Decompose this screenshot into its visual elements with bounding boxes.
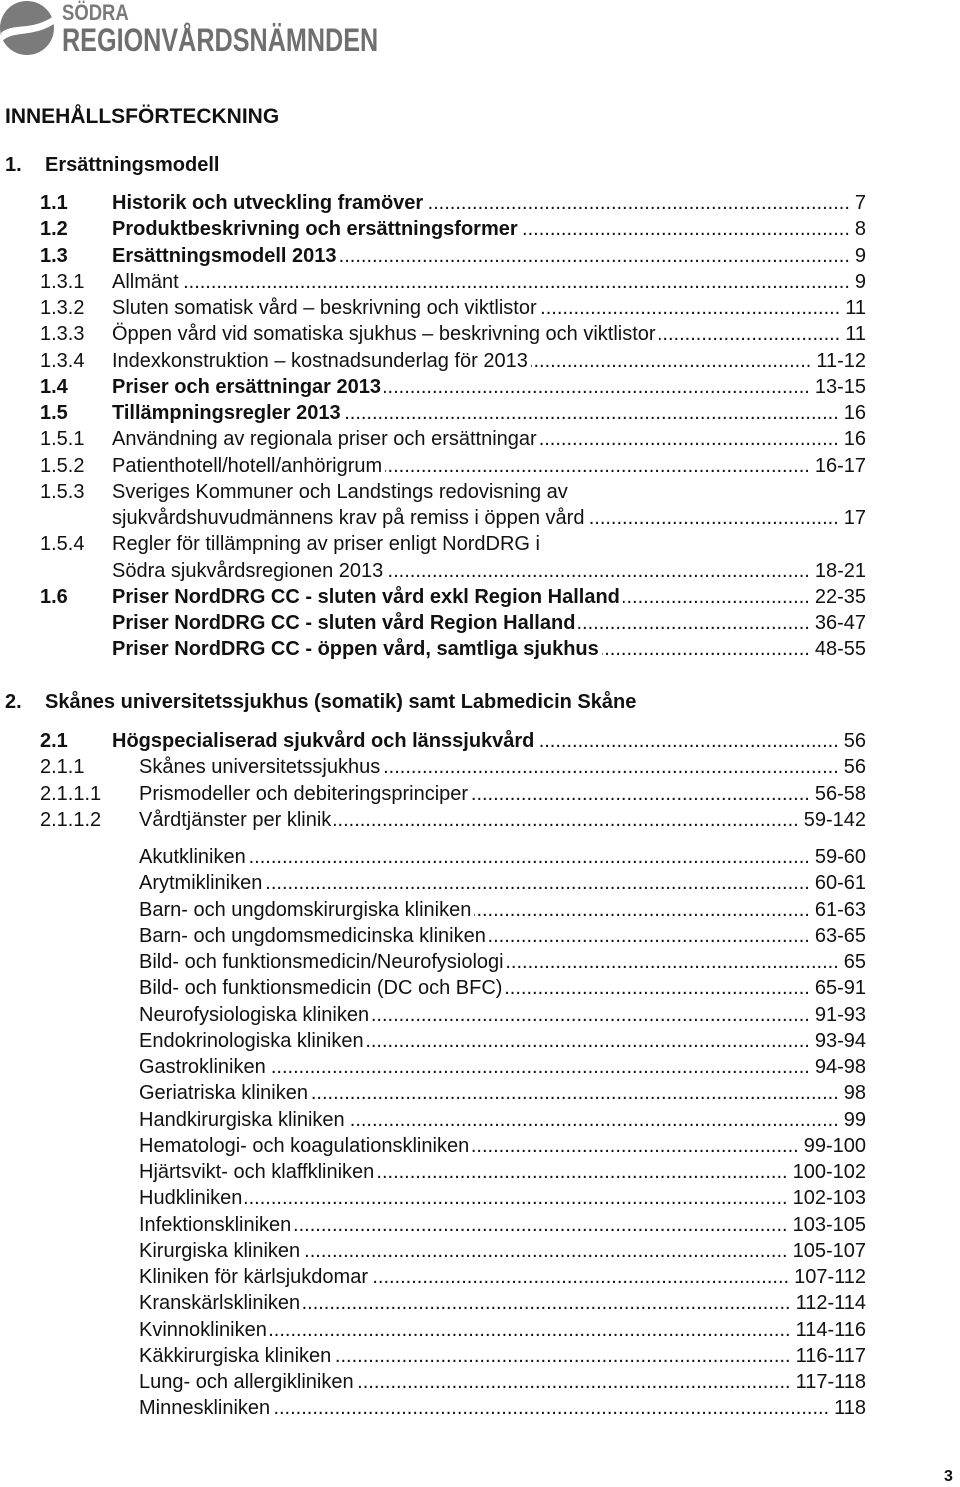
dot-leader [471, 781, 810, 807]
dot-leader [659, 321, 841, 347]
clinic-page: 99 [843, 1108, 866, 1131]
toc-entry-title: Priser NordDRG CC - öppen vård, samtliga sjukhus [112, 638, 599, 661]
clinic-page: 65 [843, 951, 866, 973]
toc-entry [40, 426, 866, 452]
toc-entry-continuation [40, 505, 866, 531]
clinic-title: Kirurgiska kliniken [139, 1239, 301, 1262]
toc-entry-number: 1.5.1 [40, 428, 85, 451]
toc-entry [40, 243, 866, 269]
toc-clinic-list [139, 844, 866, 1422]
toc-entry-page: 11-12 [816, 349, 866, 372]
toc-clinic-entry [139, 1054, 866, 1080]
clinic-title: Geriatriska kliniken [139, 1082, 308, 1105]
toc-entry [40, 781, 866, 807]
dot-leader [269, 1054, 810, 1080]
toc-clinic-entry [139, 975, 866, 1001]
toc-entry-title: Indexkonstruktion – kostnadsunderlag för 2013 [112, 349, 528, 372]
clinic-title: Neurofysiologiska kliniken [139, 1003, 370, 1026]
section-number: 1. [5, 154, 22, 176]
dot-leader [505, 975, 809, 1001]
dot-leader [623, 584, 810, 610]
dot-leader [377, 1159, 787, 1185]
section-heading-2 [5, 689, 636, 715]
dot-leader [294, 1212, 787, 1238]
page-title: INNEHÅLLSFÖRTECKNING [5, 105, 280, 128]
toc-clinic-entry [139, 1238, 866, 1264]
clinic-title: Arytmikliniken [139, 872, 263, 895]
toc-entry-number: 1.6 [40, 585, 68, 608]
clinic-title: Endokrinologiska kliniken [139, 1029, 364, 1052]
clinic-title: Barn- och ungdomsmedicinska kliniken [139, 924, 486, 947]
toc-entry-title: Sveriges Kommuner och Landstings redovisning av [112, 480, 568, 503]
clinic-title: Hematologi- och koagulationskliniken [139, 1134, 470, 1157]
toc-clinic-entry [139, 1369, 866, 1395]
toc-entry-page: 56 [843, 756, 866, 779]
dot-leader [474, 897, 809, 923]
toc-entry-number: 1.3.4 [40, 349, 85, 372]
dot-leader [334, 807, 798, 833]
dot-leader [334, 1343, 790, 1369]
clinic-page: 100-102 [792, 1161, 866, 1183]
toc-clinic-entry [139, 1317, 866, 1343]
toc-entry-number: 2.1.1.2 [40, 808, 102, 831]
toc-clinic-entry [139, 1159, 866, 1185]
indent-spacer [40, 610, 112, 636]
dot-leader [182, 269, 850, 295]
indent-spacer [40, 505, 112, 531]
toc-entry-title: Användning av regionala priser och ersättningar [112, 428, 537, 451]
clinic-page: 65-91 [814, 977, 866, 1000]
dot-leader [521, 216, 850, 242]
clinic-page: 63-65 [814, 924, 866, 947]
clinic-title: Kliniken för kärlsjukdomar [139, 1266, 368, 1288]
dot-leader [348, 1107, 839, 1133]
clinic-page: 60-61 [814, 872, 866, 895]
clinic-page: 103-105 [792, 1213, 866, 1236]
toc-entry-title: Historik och utveckling framöver [112, 192, 424, 214]
toc-entry-number: 1.5.2 [40, 454, 85, 477]
toc-entry-page: 16 [843, 402, 866, 424]
dot-leader [489, 923, 810, 949]
clinic-page: 61-63 [814, 898, 866, 921]
toc-entry-title: Prismodeller och debiteringsprinciper [139, 782, 469, 805]
toc-entry [40, 636, 866, 662]
clinic-title: Akutkliniken [139, 846, 246, 868]
toc-entry [40, 479, 866, 505]
toc-entry-page: 56-58 [814, 782, 866, 805]
dot-leader [265, 870, 809, 896]
toc-entry-continuation [40, 558, 866, 584]
dot-leader [385, 453, 810, 479]
toc-entry-page: 56 [843, 730, 866, 752]
dot-leader [531, 348, 811, 374]
clinic-page: 99-100 [803, 1134, 866, 1157]
dot-leader [426, 190, 850, 216]
clinic-title: Handkirurgiska kliniken [139, 1108, 345, 1131]
toc-entry-number: 1.5 [40, 402, 68, 424]
toc-clinic-entry [139, 897, 866, 923]
toc-section-1-entries [40, 190, 866, 663]
toc-clinic-entry [139, 1395, 866, 1421]
toc-entry-title: Tillämpningsregler 2013 [112, 402, 341, 424]
toc-clinic-entry [139, 1212, 866, 1238]
clinic-title: Kvinnokliniken [139, 1318, 267, 1341]
clinic-page: 93-94 [814, 1029, 866, 1052]
toc-entry-title: Vårdtjänster per klinik [139, 808, 332, 831]
dot-leader [273, 1395, 829, 1421]
clinic-title: Hudkliniken [139, 1187, 243, 1210]
indent-spacer [40, 636, 112, 662]
toc-entry-page: 9 [854, 270, 866, 293]
toc-entry [40, 190, 866, 216]
toc-entry [40, 374, 866, 400]
dot-leader [371, 1264, 789, 1290]
toc-clinic-entry [139, 1028, 866, 1054]
clinic-title: Barn- och ungdomskirurgiska kliniken [139, 898, 472, 921]
toc-entry-number: 2.1 [40, 730, 68, 752]
toc-entry [40, 728, 866, 754]
dot-leader [472, 1133, 799, 1159]
clinic-page: 116-117 [795, 1344, 866, 1367]
clinic-title: Bild- och funktionsmedicin (DC och BFC) [139, 977, 503, 1000]
clinic-page: 114-116 [795, 1318, 866, 1341]
toc-entry-page: 11 [845, 297, 866, 319]
toc-entry-title: Högspecialiserad sjukvård och länssjukvård [112, 730, 535, 752]
toc-entry-title-continued: sjukvårdshuvudmännens krav på remiss i öppen vård [112, 507, 585, 529]
dot-leader [245, 1185, 787, 1211]
toc-clinic-entry [139, 949, 866, 975]
indent-spacer [40, 558, 112, 584]
toc-entry [40, 295, 866, 321]
toc-entry-title: Skånes universitetssjukhus [139, 756, 381, 779]
toc-entry-title: Priser NordDRG CC - sluten vård Region Halland [112, 612, 576, 634]
toc-clinic-entry [139, 870, 866, 896]
section-heading-1 [5, 152, 219, 178]
dot-leader [367, 1028, 810, 1054]
toc-entry-page: 16 [843, 428, 866, 451]
dot-leader [383, 754, 839, 780]
toc-entry-page: 22-35 [814, 585, 866, 608]
toc-clinic-entry [139, 1264, 866, 1290]
toc-clinic-entry [139, 923, 866, 949]
dot-leader [507, 949, 839, 975]
toc-section-2-entries [40, 728, 866, 833]
dot-leader [540, 295, 841, 321]
toc-clinic-entry [139, 1290, 866, 1316]
toc-entry-page: 9 [854, 244, 866, 267]
clinic-page: 98 [843, 1082, 866, 1105]
toc-entry-number: 2.1.1 [40, 756, 85, 779]
toc-entry-number: 1.3.1 [40, 270, 85, 293]
clinic-title: Minneskliniken [139, 1397, 271, 1420]
dot-leader [386, 558, 810, 584]
dot-leader [344, 400, 839, 426]
dot-leader [340, 243, 850, 269]
toc-entry-number: 2.1.1.1 [40, 782, 102, 805]
toc-entry-title: Ersättningsmodell 2013 [112, 244, 337, 267]
section-title: Skånes universitetssjukhus (somatik) samt Labmedicin Skåne [45, 691, 637, 713]
toc-entry [40, 269, 866, 295]
toc-entry-number: 1.2 [40, 218, 68, 241]
dot-leader [303, 1290, 790, 1316]
section-number: 2. [5, 691, 22, 713]
clinic-page: 59-60 [814, 846, 866, 868]
toc-clinic-entry [139, 1343, 866, 1369]
toc-clinic-entry [139, 1185, 866, 1211]
clinic-title: Kranskärlskliniken [139, 1292, 301, 1315]
sodra-logo-icon [0, 0, 56, 58]
clinic-title: Käkkirurgiska kliniken [139, 1344, 332, 1367]
clinic-title: Infektionskliniken [139, 1213, 292, 1236]
dot-leader [540, 426, 839, 452]
toc-entry [40, 807, 866, 833]
toc-entry [40, 216, 866, 242]
toc-entry [40, 754, 866, 780]
toc-entry-title: Allmänt [112, 270, 179, 293]
toc-entry-number: 1.3 [40, 244, 68, 267]
clinic-page: 112-114 [795, 1292, 866, 1315]
toc-entry-title: Priser och ersättningar 2013 [112, 375, 382, 398]
toc-clinic-entry [139, 1002, 866, 1028]
toc-entry-title: Produktbeskrivning och ersättningsformer [112, 218, 518, 241]
toc-entry [40, 453, 866, 479]
toc-entry-page: 18-21 [814, 559, 866, 582]
toc-entry [40, 321, 866, 347]
dot-leader [587, 505, 838, 531]
clinic-title: Bild- och funktionsmedicin/Neurofysiologi [139, 951, 504, 973]
clinic-page: 117-118 [795, 1371, 866, 1393]
toc-entry-title-continued: Södra sjukvårdsregionen 2013 [112, 559, 384, 582]
clinic-title: Gastrokliniken [139, 1056, 266, 1078]
toc-entry-title: Patienthotell/hotell/anhörigrum [112, 454, 383, 477]
toc-entry [40, 610, 866, 636]
dot-leader [372, 1002, 810, 1028]
dot-leader [311, 1080, 839, 1106]
toc-entry-page: 16-17 [814, 454, 866, 477]
toc-entry [40, 400, 866, 426]
clinic-title: Hjärtsvikt- och klaffkliniken [139, 1161, 375, 1183]
toc-entry-page: 59-142 [803, 808, 866, 831]
toc-entry-number: 1.5.4 [40, 533, 85, 556]
toc-clinic-entry [139, 1107, 866, 1133]
toc-entry-page: 48-55 [814, 638, 866, 661]
logo-text-line1: SÖDRA [62, 0, 129, 25]
dot-leader [384, 374, 810, 400]
toc-entry-title: Priser NordDRG CC - sluten vård exkl Region Halland [112, 585, 620, 608]
toc-entry-title: Öppen vård vid somatiska sjukhus – beskrivning och viktlistor [112, 323, 656, 346]
dot-leader [270, 1317, 791, 1343]
toc-clinic-entry [139, 844, 866, 870]
toc-entry-page: 7 [854, 192, 866, 214]
dot-leader [357, 1369, 791, 1395]
section-title: Ersättningsmodell [45, 154, 220, 176]
toc-entry-number: 1.3.3 [40, 323, 85, 346]
dot-leader [249, 844, 810, 870]
clinic-title: Lung- och allergikliniken [139, 1371, 354, 1393]
toc-entry-page: 36-47 [814, 612, 866, 634]
clinic-page: 105-107 [792, 1239, 866, 1262]
clinic-page: 118 [834, 1397, 866, 1420]
toc-entry [40, 531, 866, 557]
page-number: 3 [944, 1468, 953, 1485]
toc-entry-page: 8 [854, 218, 866, 241]
dot-leader [578, 610, 809, 636]
toc-clinic-entry [139, 1080, 866, 1106]
toc-entry-page: 13-15 [814, 375, 866, 398]
toc-entry-number: 1.4 [40, 375, 68, 398]
clinic-page: 102-103 [792, 1187, 866, 1210]
toc-clinic-entry [139, 1133, 866, 1159]
dot-leader [537, 728, 838, 754]
toc-entry [40, 584, 866, 610]
toc-entry-number: 1.1 [40, 192, 68, 214]
clinic-page: 107-112 [794, 1266, 866, 1288]
toc-entry-page: 17 [843, 507, 866, 529]
toc-entry [40, 348, 866, 374]
toc-entry-number: 1.5.3 [40, 480, 85, 503]
toc-entry-title: Sluten somatisk vård – beskrivning och viktlistor [112, 297, 537, 319]
logo-text-line2: REGIONVÅRDSNÄMNDEN [62, 22, 379, 58]
dot-leader [602, 636, 810, 662]
toc-entry-number: 1.3.2 [40, 297, 85, 319]
toc-entry-page: 11 [845, 323, 866, 346]
dot-leader [303, 1238, 787, 1264]
clinic-page: 94-98 [814, 1056, 866, 1078]
clinic-page: 91-93 [814, 1003, 866, 1026]
toc-entry-title: Regler för tillämpning av priser enligt NordDRG i [112, 533, 540, 556]
